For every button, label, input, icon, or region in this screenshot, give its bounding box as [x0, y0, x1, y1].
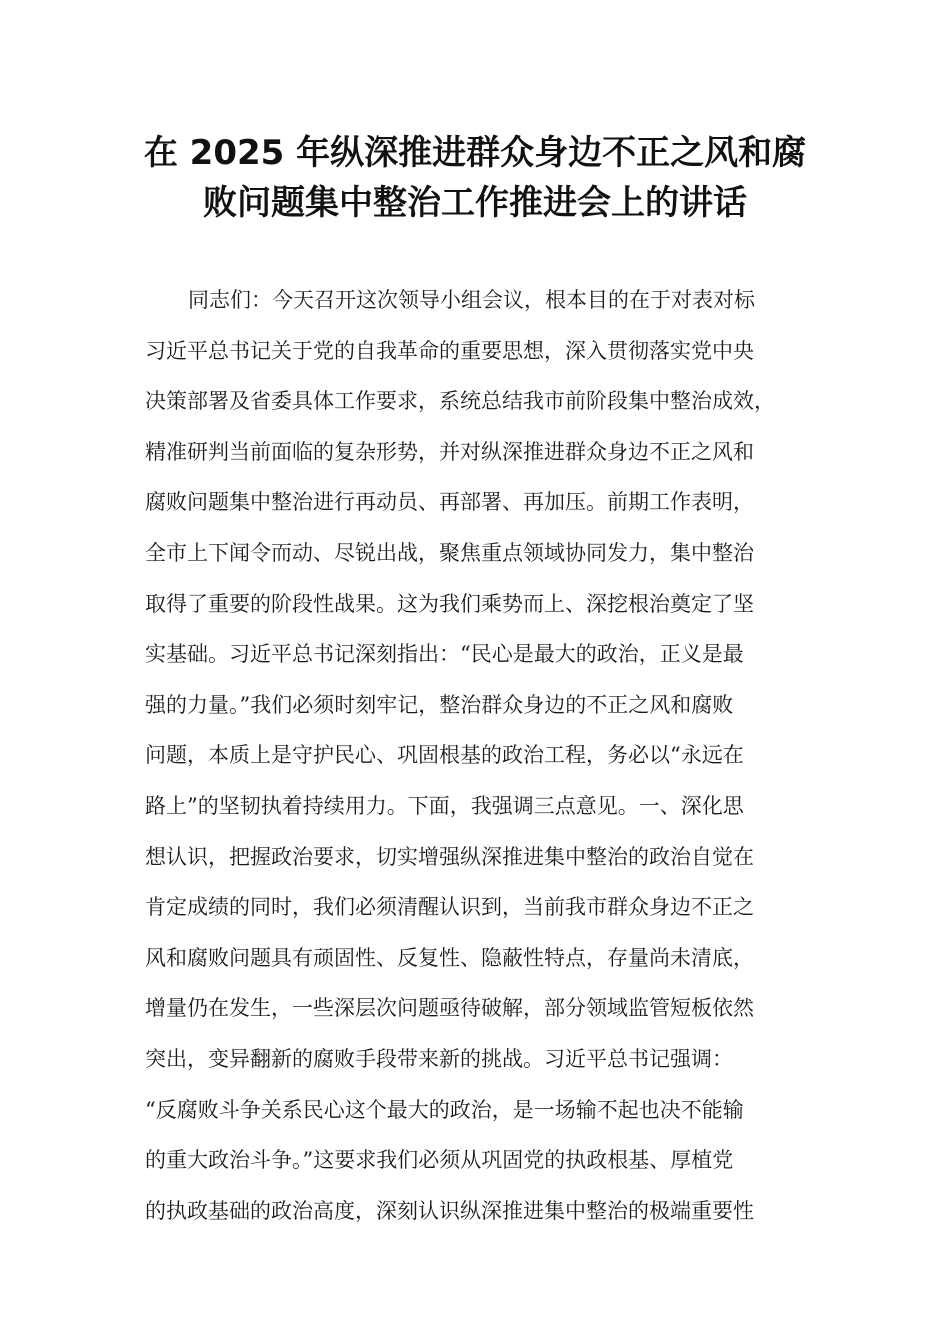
body-line: 决策部署及省委具体工作要求，系统总结我市前阶段集中整治成效，: [145, 389, 775, 414]
body-line: 的重大政治斗争。”这要求我们必须从巩固党的执政根基、厚植党: [145, 1148, 734, 1173]
body-line: 肯定成绩的同时，我们必须清醒认识到，当前我市群众身边不正之: [145, 895, 754, 920]
body-line: 实基础。习近平总书记深刻指出：“民心是最大的政治，正义是最: [145, 642, 744, 667]
body-line: 腐败问题集中整治进行再动员、再部署、再加压。前期工作表明，: [145, 490, 754, 515]
body-line: 习近平总书记关于党的自我革命的重要思想，深入贯彻落实党中央: [145, 338, 754, 363]
body-line: 的执政基础的政治高度，深刻认识纵深推进集中整治的极端重要性: [145, 1198, 754, 1223]
body-line: 增量仍在发生，一些深层次问题亟待破解，部分领域监管短板依然: [145, 996, 754, 1021]
body-line: 全市上下闻令而动、尽锐出战，聚焦重点领域协同发力，集中整治: [145, 540, 754, 565]
body-line: 想认识，把握政治要求，切实增强纵深推进集中整治的政治自觉在: [145, 844, 754, 869]
title-line-1: 在 2025 年纵深推进群众身边不正之风和腐: [143, 133, 807, 173]
body-line: 强的力量。”我们必须时刻牢记，整治群众身边的不正之风和腐败: [145, 692, 734, 717]
body-line: 路上”的坚韧执着持续用力。下面，我强调三点意见。一、深化思: [145, 793, 744, 818]
body-line: 突出，变异翻新的腐败手段带来新的挑战。习近平总书记强调：: [145, 1046, 733, 1071]
body-line: 问题，本质上是守护民心、巩固根基的政治工程，务必以“永远在: [145, 743, 744, 768]
body-line: 同志们：今天召开这次领导小组会议，根本目的在于对表对标: [188, 288, 755, 312]
speech-body: [145, 279, 825, 1240]
body-line: 精准研判当前面临的复杂形势，并对纵深推进群众身边不正之风和: [145, 439, 754, 464]
body-line: “反腐败斗争关系民心这个最大的政治，是一场输不起也决不能输: [145, 1097, 744, 1122]
body-line: 风和腐败问题具有顽固性、反复性、隐蔽性特点，存量尚未清底，: [145, 945, 754, 970]
document-title: [100, 128, 850, 228]
body-line: 取得了重要的阶段性战果。这为我们乘势而上、深挖根治奠定了坚: [145, 591, 754, 616]
title-line-2: 败问题集中整治工作推进会上的讲话: [203, 183, 747, 223]
